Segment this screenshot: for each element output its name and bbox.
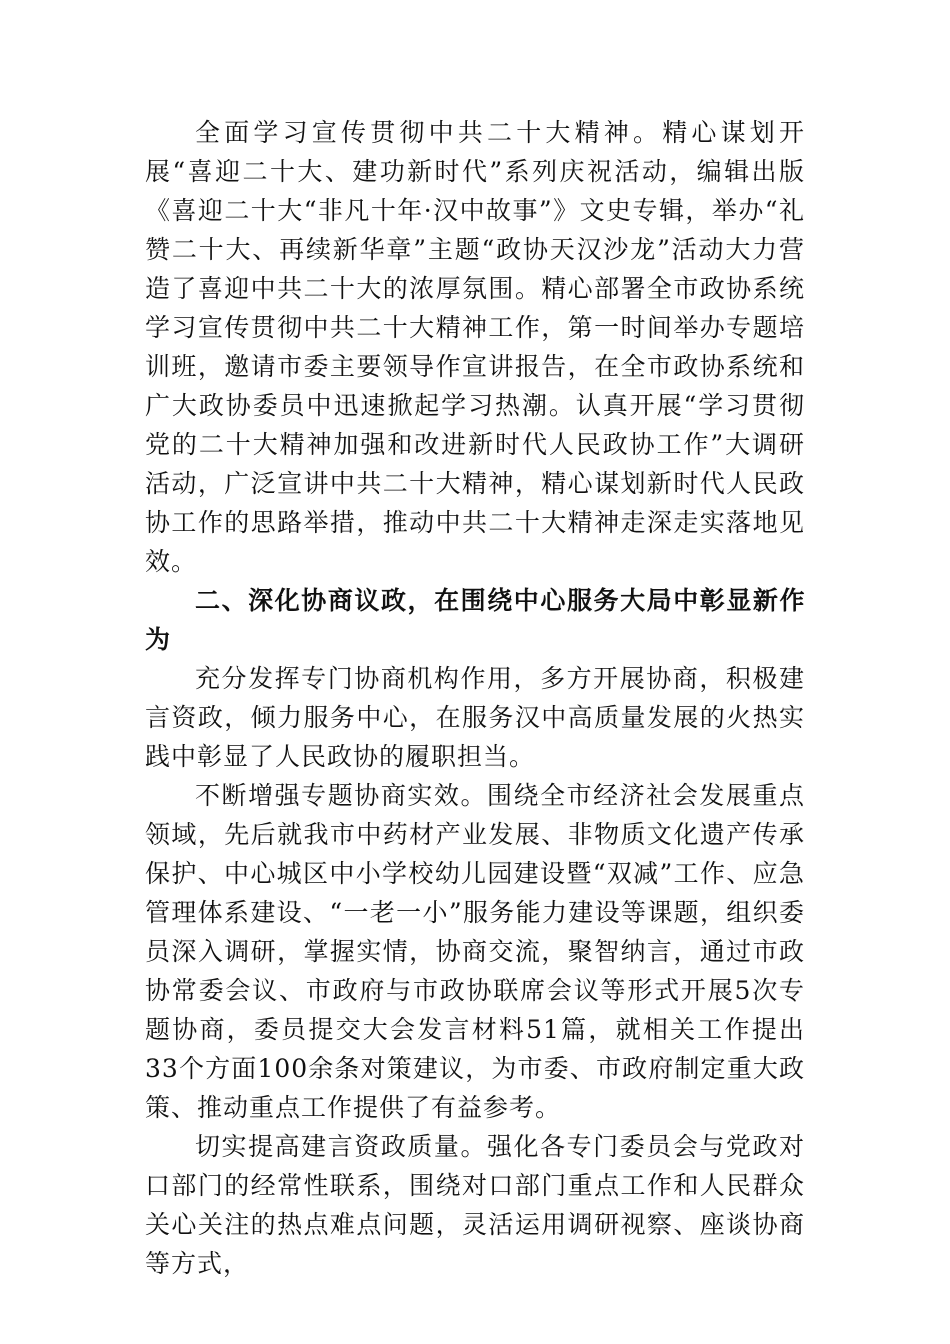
document-page [145, 113, 805, 1283]
paragraph-special-consultation: 不断增强专题协商实效。围绕全市经济社会发展重点领域，先后就我市中药材产业发展、非物质文化遗产传承保护、中心城区中小学校幼儿园建设暨“双减”工作、应急管理体系建设、“一老一小”服务能力建设等课题，组织委员深入调研，掌握实情，协商交流，聚智纳言，通过市政协常委会议、市政府与市政协联席会议等形式开展5次专题协商，委员提交大会发言材料51篇，就相关工作提出33个方面100余条对策建议，为市委、市政府制定重大政策、推动重点工作提供了有益参考。 [145, 781, 805, 1122]
section-heading-consultation: 二、深化协商议政，在围绕中心服务大局中彰显新作为 [145, 586, 805, 654]
paragraph-advice-quality: 切实提高建言资政质量。强化各专门委员会与党政对口部门的经常性联系，围绕对口部门重点工作和人民群众关心关注的热点难点问题，灵活运用调研视察、座谈协商等方式， [145, 1132, 805, 1278]
paragraph-study-spirit: 全面学习宣传贯彻中共二十大精神。精心谋划开展“喜迎二十大、建功新时代”系列庆祝活动，编辑出版《喜迎二十大“非凡十年·汉中故事”》文史专辑，举办“礼赞二十大、再续新华章”主题“政协天汉沙龙”活动大力营造了喜迎中共二十大的浓厚氛围。精心部署全市政协系统学习宣传贯彻中共二十大精神工作，第一时间举办专题培训班，邀请市委主要领导作宣讲报告，在全市政协系统和广大政协委员中迅速掀起学习热潮。认真开展“学习贯彻党的二十大精神加强和改进新时代人民政协工作”大调研活动，广泛宣讲中共二十大精神，精心谋划新时代人民政协工作的思路举措，推动中共二十大精神走深走实落地见效。 [145, 118, 805, 576]
paragraph-consultation-intro: 充分发挥专门协商机构作用，多方开展协商，积极建言资政，倾力服务中心，在服务汉中高质量发展的火热实践中彰显了人民政协的履职担当。 [145, 664, 805, 771]
